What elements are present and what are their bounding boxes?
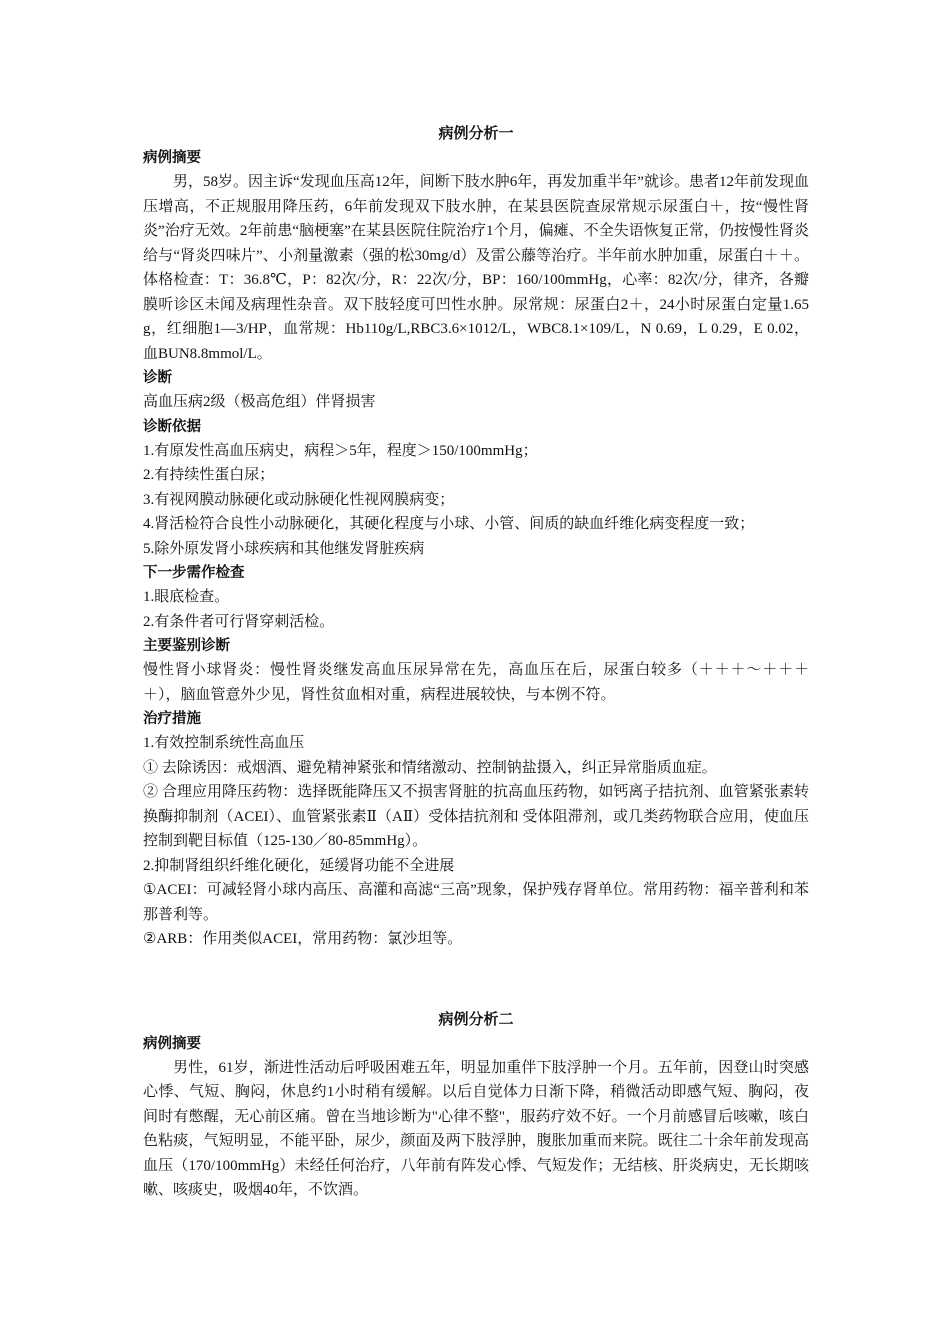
case-title: 病例分析二: [438, 1011, 514, 1028]
differential-paragraph: 慢性肾小球肾炎：慢性肾炎继发高血压尿异常在先，高血压在后，尿蛋白较多（＋＋＋～＋＋＋＋），脑血管意外少见，肾性贫血相对重，病程进展较快，与本例不符。: [143, 662, 809, 703]
section-heading-treatment: 治疗措施: [143, 711, 201, 727]
basis-item: 3.有视网膜动脉硬化或动脉硬化性视网膜病变；: [143, 491, 455, 508]
section-heading-summary: 病例摘要: [143, 1035, 201, 1052]
next-exam-item: 2.有条件者可行肾穿刺活检。: [143, 613, 335, 630]
section-heading-diagnosis: 诊断: [143, 370, 172, 386]
case-analysis-1: [143, 122, 809, 952]
treatment-item: 2.抑制肾组织纤维化硬化，延缓肾功能不全进展: [143, 857, 455, 874]
section-heading-summary: 病例摘要: [143, 150, 201, 166]
basis-item: 2.有持续性蛋白尿；: [143, 467, 275, 483]
treatment-item: ①ACEI：可减轻肾小球内高压、高灌和高滤“三高”现象，保护残存肾单位。常用药物：福辛普利和苯那普利等。: [143, 882, 809, 923]
diagnosis-text: 高血压病2级（极高危组）伴肾损害: [143, 394, 376, 410]
basis-item: 5.除外原发肾小球疾病和其他继发肾脏疾病: [143, 540, 425, 557]
case-summary-paragraph: 男，58岁。因主诉“发现血压高12年，间断下肢水肿6年，再发加重半年”就诊。患者12年前发现血压增高，不正规服用降压药，6年前发现双下肢水肿，在某县医院查尿常规示尿蛋白＋，按“慢性肾炎”治疗无效。2年前患“脑梗塞”在某县医院住院治疗1个月，偏瘫、不全失语恢复正常，仍按慢性肾炎给与“肾炎四味片”、小剂量激素（强的松30mg/d）及雷公藤等治疗。半年前水肿加重，尿蛋白＋＋。体格检查：T：36.8℃，P：82次/分，R：22次/分，BP：160/100mmHg，心率：82次/分，律齐，各瓣膜听诊区未闻及病理性杂音。双下肢轻度可凹性水肿。尿常规：尿蛋白2＋，24小时尿蛋白定量1.65g，红细胞1—3/HP，血常规：Hb110g/L,RBC3.6×1012/L，WBC8.1×109/L，N 0.69，L 0.29，E 0.02，血BUN8.8mmol/L。: [143, 174, 809, 362]
treatment-item: ②ARB：作用类似ACEI，常用药物：氯沙坦等。: [143, 931, 463, 947]
case-analysis-2: [143, 1008, 809, 1203]
next-exam-item: 1.眼底检查。: [143, 589, 230, 605]
basis-item: 4.肾活检符合良性小动脉硬化，其硬化程度与小球、小管、间质的缺血纤维化病变程度一致；: [143, 516, 755, 532]
treatment-item: 1.有效控制系统性高血压: [143, 735, 305, 751]
section-heading-basis: 诊断依据: [143, 418, 201, 435]
document-page: [143, 122, 809, 1203]
treatment-item: ② 合理应用降压药物：选择既能降压又不损害肾脏的抗高血压药物，如钙离子拮抗剂、血管紧张素转换酶抑制剂（ACEI）、血管紧张素Ⅱ（AⅡ）受体拮抗剂和 受体阻滞剂，或几类药物联合应用，使血压控制到靶目标值（125-130／80-85mmHg）。: [143, 784, 809, 849]
section-heading-next-exams: 下一步需作检查: [143, 565, 245, 581]
basis-item: 1.有原发性高血压病史，病程＞5年，程度＞150/100mmHg；: [143, 442, 538, 459]
case-summary-paragraph: 男性，61岁，渐进性活动后呼吸困难五年，明显加重伴下肢浮肿一个月。五年前，因登山时突感心悸、气短、胸闷，休息约1小时稍有缓解。以后自觉体力日渐下降，稍微活动即感气短、胸闷，夜间时有憋醒，无心前区痛。曾在当地诊断为"心律不整"，服药疗效不好。一个月前感冒后咳嗽，咳白色粘痰，气短明显，不能平卧，尿少，颜面及两下肢浮肿，腹胀加重而来院。既往二十余年前发现高血压（170/100mmHg）未经任何治疗，八年前有阵发心悸、气短发作；无结核、肝炎病史，无长期咳嗽、咳痰史，吸烟40年，不饮酒。: [143, 1059, 809, 1198]
section-heading-differential: 主要鉴别诊断: [143, 638, 230, 654]
treatment-item: ① 去除诱因：戒烟酒、避免精神紧张和情绪激动、控制钠盐摄入，纠正异常脂质血症。: [143, 759, 717, 776]
case-title: 病例分析一: [438, 126, 514, 142]
